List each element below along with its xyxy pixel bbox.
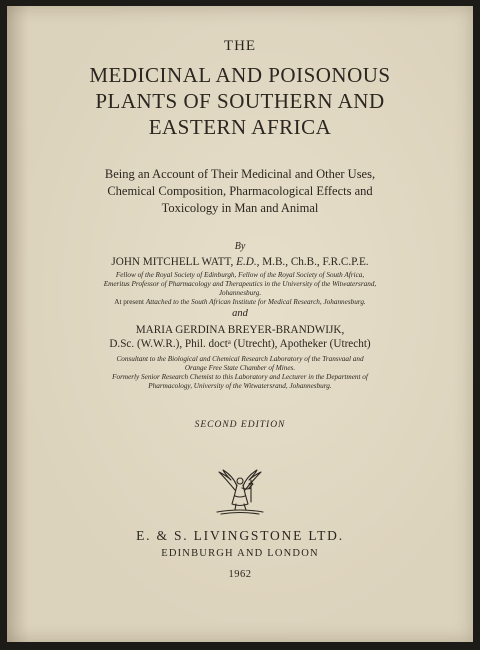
publisher-place: EDINBURGH AND LONDON [161,548,319,559]
author-2-affiliation [7,355,473,391]
title-line-1: MEDICINAL AND POISONOUS [89,63,391,87]
title-article: THE [223,38,257,54]
author-2-affiliation-line-2: Orange Free State Chamber of Mines. [184,364,296,372]
edition-label: SECOND EDITION [194,420,286,430]
author-2 [7,323,473,351]
author-1-degrees: M.B., Ch.B., F.R.C.P.E. [262,256,369,268]
by-label: By [234,241,246,252]
author-2-affiliation-line-4: Pharmacology, University of the Witwatersrand, Johannesburg. [148,382,332,390]
author-1-affiliation-line-1: Fellow of the Royal Society of Edinburgh, Fellow of the Royal Society of South Africa, [115,271,365,279]
publication-year: 1962 [228,569,252,580]
subtitle-line-2: Chemical Composition, Pharmacological Effects and [107,184,373,198]
author-1-affiliation-line-2: Emeritus Professor of Pharmacology and Therapeutics in the University of the Witwatersrand, [103,280,377,288]
author-1-affiliation [7,271,473,307]
title-page [7,6,473,642]
title-line-2: PLANTS OF SOUTHERN AND [95,89,385,113]
subtitle [7,166,473,217]
title-line-3: EASTERN AFRICA [148,115,332,139]
author-2-affiliation-line-3: Formerly Senior Research Chemist to this Laboratory and Lecturer in the Department of [112,373,368,381]
author-1-name [7,255,473,269]
publisher-emblem-icon [211,468,269,518]
subtitle-line-1: Being an Account of Their Medicinal and Other Uses, [104,167,376,181]
author-1-name-text: JOHN MITCHELL WATT, [111,256,234,268]
author-1-present-position [7,298,473,307]
author-2-affiliation-line-1: Consultant to the Biological and Chemical Research Laboratory of the Transvaal and [116,355,364,363]
publisher-name: E. & S. LIVINGSTONE LTD. [136,528,344,543]
present-text: Attached to the South African Institute for Medical Research, Johannesburg. [145,298,366,306]
and-label: and [232,308,248,319]
author-1-degree-italic: E.D., [236,256,260,268]
author-2-degrees: D.Sc. (W.W.R.), Phil. doctᵃ (Utrecht), Apotheker (Utrecht) [109,338,371,350]
author-1-affiliation-line-3: Johannesburg. [218,289,262,297]
author-2-name: MARIA GERDINA BREYER-BRANDWIJK, [135,324,345,336]
present-prefix: At present [114,298,145,306]
subtitle-line-3: Toxicology in Man and Animal [161,201,319,215]
book-title [7,62,473,140]
